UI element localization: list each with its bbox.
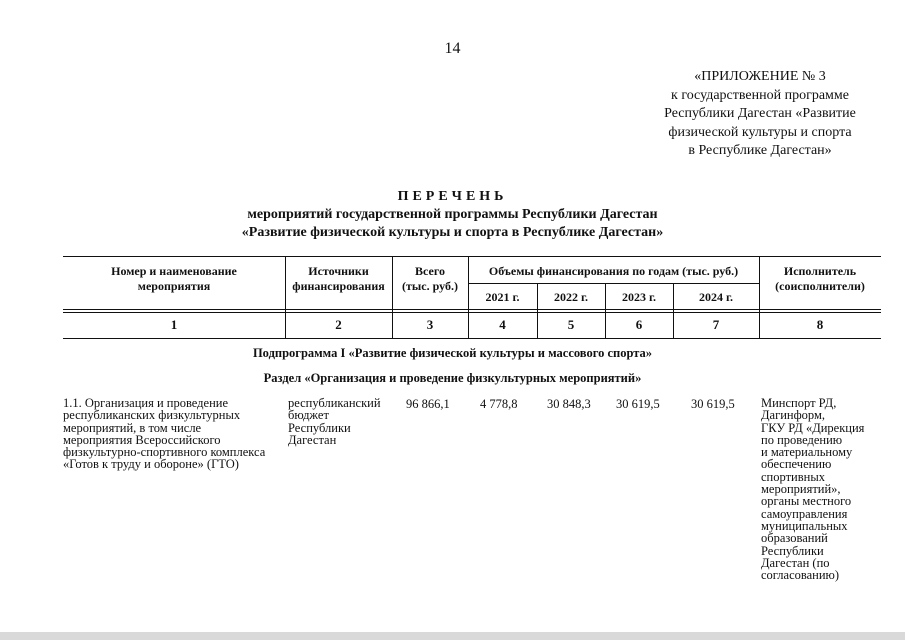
cell-line: по проведению [761, 432, 843, 447]
appendix-note [640, 68, 880, 161]
column-number: 3 [426, 317, 434, 332]
appendix-line: в Республике Дагестан» [688, 143, 832, 158]
header-text: (тыс. руб.) [402, 279, 458, 293]
row-2022: 30 848,3 [547, 397, 591, 411]
cell-line: спортивных [761, 469, 825, 484]
cell-line: Дагинформ, [761, 408, 826, 423]
cell-line: органы местного [761, 494, 852, 509]
appendix-line: «ПРИЛОЖЕНИЕ № 3 [694, 69, 826, 84]
cell-line: образований [761, 531, 828, 546]
cell-line: и материальному [761, 445, 853, 460]
cell-line: бюджет [288, 408, 329, 423]
cell-line: мероприятий», [761, 482, 841, 497]
header-text: Номер и наименование [111, 264, 237, 278]
title-subline: мероприятий государственной программы Республики Дагестан [247, 207, 658, 222]
column-number: 4 [499, 317, 506, 332]
appendix-line: Республики Дагестан «Развитие [664, 106, 856, 121]
cell-line: муниципальных [761, 518, 848, 533]
header-year-2023: 2023 г. [621, 290, 657, 304]
appendix-line: физической культуры и спорта [668, 124, 852, 140]
header-text: Источники [308, 264, 369, 278]
appendix-line: к государственной программе [671, 87, 849, 103]
header-year-2024: 2024 г. [698, 290, 734, 304]
cell-line: Дагестан [288, 432, 337, 447]
column-number: 7 [712, 317, 720, 332]
years-divider [468, 283, 759, 284]
column-number: 6 [635, 317, 643, 332]
header-text: мероприятия [137, 279, 211, 293]
cell-line: Республики [761, 543, 824, 558]
cell-line: «Готов к труду и обороне» (ГТО) [63, 457, 239, 472]
header-text: финансирования [292, 279, 385, 293]
page-number: 14 [444, 40, 461, 57]
cell-line: согласованию) [761, 568, 840, 583]
scan-edge [0, 632, 905, 640]
row-2024: 30 619,5 [691, 397, 735, 411]
column-number: 1 [170, 317, 178, 332]
cell-line: самоуправления [761, 506, 848, 521]
cell-line: мероприятий, в том числе [63, 420, 202, 435]
cell-line: Республики [288, 420, 351, 435]
cell-line: республиканских физкультурных [63, 408, 241, 423]
column-number: 8 [816, 317, 824, 332]
row-2021: 4 778,8 [480, 397, 518, 411]
cell-line: 1.1. Организация и проведение [63, 396, 228, 410]
cell-line: обеспечению [761, 457, 832, 472]
row-2023: 30 619,5 [616, 397, 660, 411]
subprogram-heading: Подпрограмма I «Развитие физической культуры и массового спорта» [252, 346, 653, 360]
row-measure-name [63, 397, 285, 471]
cell-line: республиканский [288, 396, 381, 410]
section-heading: Раздел «Организация и проведение физкультурных мероприятий» [263, 371, 642, 385]
header-total [392, 264, 468, 294]
row-total: 96 866,1 [406, 397, 450, 411]
cell-line: физкультурно-спортивного комплекса [63, 445, 266, 460]
header-name [63, 264, 285, 294]
row-executor [761, 397, 883, 581]
header-year-2022: 2022 г. [553, 290, 589, 304]
header-executor [759, 264, 881, 294]
column-number: 2 [335, 317, 342, 332]
document-title [0, 188, 905, 242]
cell-line: Дагестан (по [761, 555, 830, 570]
header-text: Исполнитель [783, 264, 857, 278]
title-subline: «Развитие физической культуры и спорта в Республике Дагестан» [241, 225, 664, 240]
cell-line: Минспорт РД, [761, 396, 837, 410]
column-number: 5 [567, 317, 575, 332]
cell-line: ГКУ РД «Дирекция [761, 420, 865, 435]
header-year-2021: 2021 г. [485, 290, 520, 304]
title-heading: ПЕРЕЧЕНЬ [397, 189, 508, 204]
header-text: Всего [415, 264, 445, 278]
header-text: (соисполнители) [775, 279, 865, 293]
cell-line: мероприятия Всероссийского [63, 432, 221, 447]
header-source [285, 264, 392, 294]
header-by-years: Объемы финансирования по годам (тыс. руб.) [488, 264, 739, 278]
row-funding-source [288, 397, 392, 446]
numbers-row-border [63, 338, 881, 339]
